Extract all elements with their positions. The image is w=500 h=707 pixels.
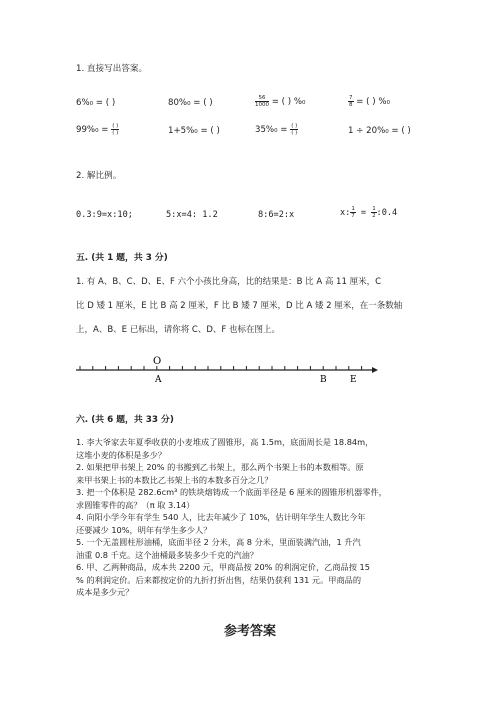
axis-ticks	[80, 366, 362, 370]
origin-label: O	[153, 356, 162, 367]
section-5-question	[76, 270, 428, 342]
question-1-title: 1. 直接写出答案。	[76, 64, 148, 74]
item-1-div-20-permille: 1 ÷ 20%₀ = ( )	[348, 126, 411, 136]
section-6-questions	[76, 436, 436, 599]
axis-arrow	[372, 367, 378, 373]
item-1-plus-5-permille: 1+5%₀ = ( )	[168, 126, 220, 136]
proportion-3: 8:6=2:x	[258, 210, 295, 220]
answers-title: 参考答案	[223, 624, 276, 639]
question-line: 求圆锥零件的高？（π 取 3.14）	[76, 499, 195, 510]
question-line: 5. 一个无盖圆柱形油桶，底面半径 2 分米，高 8 分米，里面装满汽油，1 升汽	[76, 537, 361, 547]
question-line: 比 D 矮 1 厘米，E 比 B 高 2 厘米，F 比 B 矮 7 厘米，D 比 A 矮 2 厘米，在一条数轴	[76, 301, 403, 311]
item-7-over-8: $\frac{7}{8}$ = ( ) %₀	[349, 95, 390, 108]
question-line: 油重 0.8 千克。这个油桶最多装多少千克的汽油？	[76, 549, 258, 560]
section-5-heading: 五. (共 1 题，共 3 分)	[76, 253, 168, 263]
proportion-4: x: $\frac{1}{7}$ = $\frac{1}{2}$ :0.4	[340, 206, 398, 219]
fraction: $\frac{7}{8}$	[349, 95, 353, 108]
item-56-over-1000: $\frac{56}{1000}$ = ( ) %₀	[255, 95, 306, 108]
item-80-permille: 80%₀ = ( )	[168, 98, 213, 108]
fraction: $\frac{( )}{( )}$	[112, 123, 119, 136]
item-6-permille: 6%₀ = ( )	[76, 98, 116, 108]
fraction: $\frac{1}{2}$	[372, 206, 376, 219]
question-line: 还要减少 10%，明年有学生多少人？	[76, 524, 212, 535]
fraction: $\frac{1}{7}$	[351, 206, 355, 219]
number-line	[0, 350, 500, 390]
point-e-label: E	[350, 375, 357, 385]
proportion-2: 5:x=4: 1.2	[166, 210, 218, 220]
question-line: 2. 如果把甲书架上 20% 的书搬到乙书架上，那么两个书架上书的本数相等。原	[76, 462, 364, 472]
fraction: $\frac{56}{1000}$	[255, 95, 269, 108]
question-2-title: 2. 解比例。	[76, 171, 122, 181]
item-35-permille: 35%₀ = $\frac{( )}{( )}$	[255, 123, 298, 136]
point-a-label: A	[155, 375, 162, 385]
question-line: 1. 有 A、B、C、D、E、F 六个小孩比身高，比的结果是：B 比 A 高 11 厘米，C	[76, 277, 382, 287]
question-line: 3. 把一个体积是 282.6cm³ 的铁块熔铸成一个底面半径是 6 厘米的圆锥形机器零件，	[76, 487, 387, 497]
question-line: 上，A、B、E 已标出，请你将 C、D、F 也标在图上。	[76, 325, 280, 335]
question-line: 1. 李大爷家去年夏季收获的小麦堆成了圆锥形，高 1.5m，底面周长是 18.84m，	[76, 437, 374, 447]
question-line: % 的利润定价。后来都按定价的九折打折出售，结果仍获利 131 元。甲商品的	[76, 574, 362, 585]
proportion-1: 0.3:9=x:10;	[76, 210, 133, 220]
item-99-permille: 99%₀ = $\frac{( )}{( )}$	[76, 123, 119, 136]
section-6-heading: 六. (共 6 题，共 33 分)	[76, 415, 174, 425]
question-line: 4. 向阳小学今年有学生 540 人，比去年减少了 10%，估计明年学生人数比今年	[76, 512, 366, 522]
point-b-label: B	[320, 375, 327, 385]
question-line: 来甲书架上书的本数比乙书架上书的本数多百分之几？	[76, 474, 273, 485]
question-line: 这堆小麦的体积是多少？	[76, 449, 167, 460]
fraction: $\frac{( )}{( )}$	[291, 123, 298, 136]
question-line: 6. 甲、乙两种商品，成本共 2200 元，甲商品按 20% 的利润定价，乙商品按 15	[76, 562, 370, 572]
question-line: 成本是多少元？	[76, 587, 134, 597]
